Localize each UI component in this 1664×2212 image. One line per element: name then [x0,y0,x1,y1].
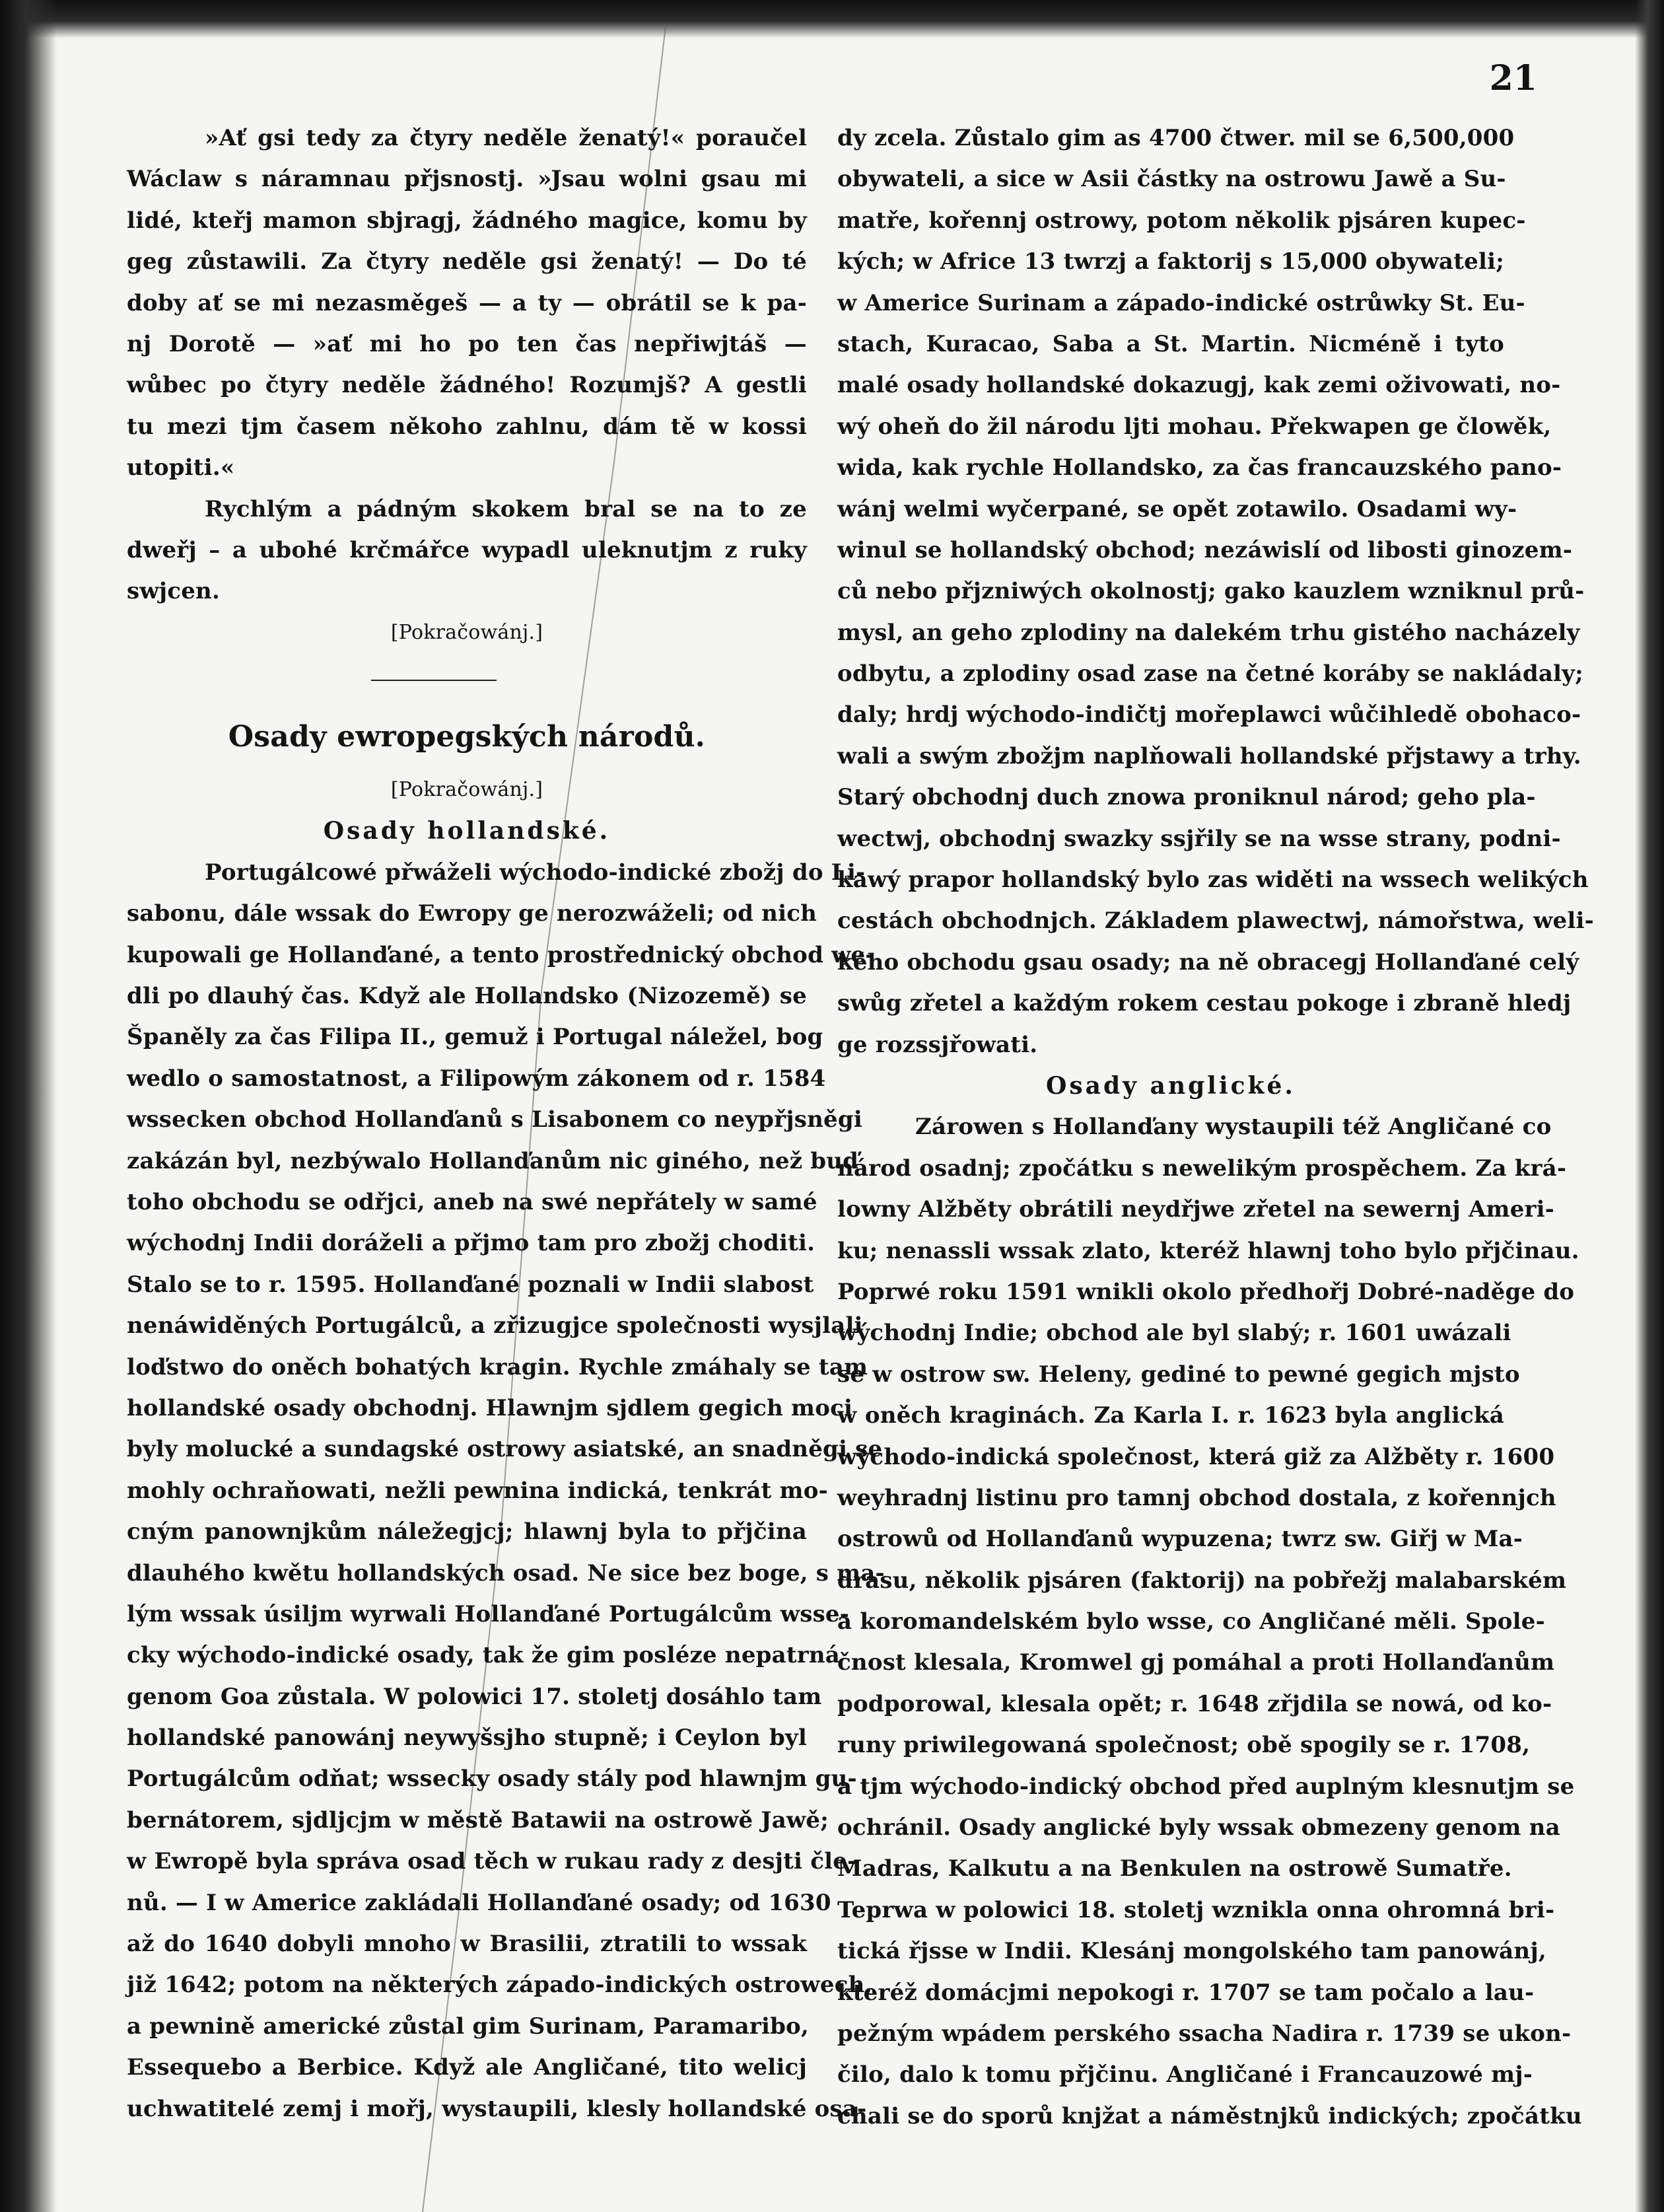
text-line: dlauhého kwětu hollandských osad. Ne sice bez boge, s ma- [127,1559,885,1587]
text-line: wůbec po čtyry neděle žádného! Rozumjš? A gestli [127,372,807,399]
text-line: Teprwa w polowici 18. stoletj wznikla onna ohromná bri- [837,1896,1555,1923]
text-line: toho obchodu se odřjci, aneb na swé nepřátely w samé [127,1188,817,1215]
text-line: čilo, dalo k tomu přjčinu. Angličané i Francauzowé mj- [837,2061,1533,2088]
text-line: wýchodnj Indii doráželi a přjmo tam pro zbožj choditi. [127,1230,815,1257]
text-line: Stalo se to r. 1595. Hollanďané poznali w Indii slabost [127,1271,814,1298]
text-line: mohly ochraňowati, nežli pewnina indická, tenkrát mo- [127,1477,828,1504]
text-line: hollandské panowánj neywyšsjho stupně; i Ceylon byl [127,1725,807,1752]
section-divider-rule [127,653,807,705]
text-line: stach, Kuracao, Saba a St. Martin. Nicméně i tyto [837,330,1504,357]
text-line: až do 1640 dobyli mnoho w Brasilii, ztratili to wssak [127,1931,807,1958]
left-text-column [127,118,885,2129]
text-line: a tjm wýchodo-indický obchod před auplným klesnutjm se [837,1773,1575,1800]
text-line: byly molucké a sundagské ostrowy asiatské, an snadněgi se [127,1436,883,1463]
text-line: ochránil. Osady anglické byly wssak obmezeny genom na [837,1814,1560,1841]
text-line: pežným wpádem perského ssacha Nadira r. 1739 se ukon- [837,2020,1572,2047]
text-line: w Americe Surinam a západo-indické ostrůwky St. Eu- [837,289,1525,316]
text-line: Wáclaw s náramnau přjsnostj. »Jsau wolni gsau mi [127,166,807,193]
text-line: wý oheň do žil národu ljti mohau. Překwapen ge člowěk, [837,413,1552,440]
text-line: drasu, několik pjsáren (faktorij) na pobřežj malabarském [837,1567,1567,1594]
text-line: wýchodo-indická společnost, která giž za Alžběty r. 1600 [837,1443,1555,1470]
text-line: kteréž domácjmi nepokogi r. 1707 se tam počalo a lau- [837,1979,1535,2006]
text-line: cky wýchodo-indické osady, tak že gim posléze nepatrná [127,1642,841,1669]
text-line: mysl, an geho zplodiny na dalekém trhu gistého nacházely [837,619,1580,646]
text-line: čnost klesala, Kromwel gj pomáhal a proti Hollanďanům [837,1649,1555,1676]
text-line: Zárowen s Hollanďany wystaupili též Angličané co [915,1114,1552,1141]
text-line: Portugálcowé přwáželi wýchodo-indické zbožj do Li- [205,859,866,886]
text-line: se w ostrow sw. Heleny, gediné to pewné gegich mjsto [837,1361,1520,1388]
text-line: malé osady hollandské dokazugj, kak zemi oživowati, no- [837,372,1561,399]
continuation-note: [Pokračowánj.] [390,620,543,644]
text-line: dy zcela. Zůstalo gim as 4700 čtwer. mil se 6,500,000 [837,125,1515,151]
text-line: kých; w Africe 13 twrzj a faktorij s 15,000 obywateli; [837,248,1504,275]
text-line: cným panownjkům náležegjcj; hlawnj byla to přjčina [127,1518,807,1546]
text-line: wali a swým zbožjm naplňowali hollandské přjstawy a trhy. [837,742,1581,769]
text-line: kawý prapor hollandský bylo zas widěti na wssech welikých [837,867,1589,894]
text-line: obywateli, a sice w Asii částky na ostrowu Jawě a Su- [837,166,1506,193]
page-number: 21 [1489,58,1537,98]
text-line: wectwj, obchodnj swazky ssjřily se na wsse strany, podni- [837,825,1561,852]
continuation-note: [Pokračowánj.] [390,778,543,802]
text-line: doby ať se mi nezasměgeš — a ty — obrátil se k pa- [127,289,807,316]
text-line: nenáwiděných Portugálců, a zřizugjce společnosti wysjlali [127,1312,863,1339]
text-line: již 1642; potom na některých západo-indických ostrowech, [127,1972,873,1999]
text-line: tu mezi tjm časem někoho zahlnu, dám tě w kossi [127,413,807,440]
text-line: uchwatitelé zemj i mořj, wystaupili, klesly hollandské osa- [127,2095,867,2122]
text-line: dweřj – a ubohé krčmářce wypadl uleknutjm z ruky [127,536,807,563]
text-line: »Ať gsi tedy za čtyry neděle ženatý!« poraučel [205,125,807,151]
article-heading: Osady ewropegských národů. [228,720,706,754]
text-line: dli po dlauhý čas. Když ale Hollandsko (Nizozemě) se [127,983,807,1010]
text-line: lowny Alžběty obrátili neydřjwe zřetel na sewernj Ameri- [837,1196,1555,1223]
text-line: genom Goa zůstala. W polowici 17. stoletj dosáhlo tam [127,1683,822,1710]
text-line: lým wssak úsiljm wyrwali Hollanďané Portugálcům wsse- [127,1600,850,1627]
text-line: tická řjsse w Indii. Klesánj mongolského tam panowánj, [837,1938,1546,1965]
text-line: weyhradnj listinu pro tamnj obchod dostala, z kořennjch [837,1484,1556,1511]
text-line: utopiti.« [127,454,235,482]
text-line: winul se hollandský obchod; nezáwislí od libosti ginozem- [837,536,1573,563]
text-line: w Ewropě byla správa osad těch w rukau rady z desjti čle- [127,1848,857,1875]
text-line: chali se do sporů knjžat a náměstnjků indických; zpočátku [837,2102,1582,2129]
text-line: ostrowů od Hollanďanů wypuzena; twrz sw. Giřj w Ma- [837,1526,1523,1553]
section-subheading: Osady anglické. [1046,1071,1296,1100]
text-line: a koromandelském bylo wsse, co Angličané měli. Spole- [837,1608,1545,1635]
text-line: sabonu, dále wssak do Ewropy ge nerozwáželi; od nich [127,900,817,927]
text-line: ců nebo přjzniwých okolnostj; gako kauzlem wzniknul prů- [837,578,1585,605]
text-line: matře, kořennj ostrowy, potom několik pjsáren kupec- [837,207,1526,234]
text-line: a pewnině americké zůstal gim Surinam, Paramaribo, [127,2013,809,2040]
text-line: lidé, kteřj mamon sbjragj, žádného magice, komu by [127,207,807,234]
text-line: Španěly za čas Filipa II., gemuž i Portugal náležel, bog [127,1024,823,1051]
text-line: loďstwo do oněch bohatých kragin. Rychle zmáhaly se tam [127,1353,868,1380]
text-line: kupowali ge Hollanďané, a tento prostřednický obchod we- [127,941,875,968]
text-line: nj Dorotě — »ať mi ho po ten čas nepřiwjtáš — [127,330,807,357]
text-line: Essequebo a Berbice. Když ale Angličané, tito welicj [127,2054,807,2081]
text-line: geg zůstawili. Za čtyry neděle gsi ženatý! — Do té [127,248,807,275]
right-text-column [837,118,1594,2137]
text-line: zakázán byl, nezbýwalo Hollanďanům nic giného, než buď [127,1147,859,1174]
text-line: kého obchodu gsau osady; na ně obracegj Hollanďané celý [837,948,1579,976]
text-line: hollandské osady obchodnj. Hlawnjm sjdlem gegich moci [127,1394,853,1421]
text-line: ge rozssjřowati. [837,1031,1038,1058]
text-line: cestách obchodnjch. Základem plawectwj, námořstwa, weli- [837,908,1594,935]
text-line: Poprwé roku 1591 wnikli okolo předhořj Dobré-naděge do [837,1278,1575,1305]
text-line: wssecken obchod Hollanďanů s Lisabonem co neypřjsněgi [127,1106,862,1133]
section-subheading: Osady hollandské. [323,817,611,845]
text-line: wedlo o samostatnost, a Filipowým zákonem od r. 1584 [127,1065,826,1092]
text-line: Madras, Kalkutu a na Benkulen na ostrowě Sumatře. [837,1855,1512,1882]
text-line: daly; hrdj wýchodo-indičtj mořeplawci wůčihledě obohaco- [837,701,1581,729]
text-line: wida, kak rychle Hollandsko, za čas francauzského pano- [837,454,1562,482]
text-line: ku; nenassli wssak zlato, kteréž hlawnj toho bylo přjčinau. [837,1237,1579,1264]
text-line: odbytu, a zplodiny osad zase na četné koráby se nakládaly; [837,660,1583,688]
text-line: swjcen. [127,578,221,605]
text-line: wýchodnj Indie; obchod ale byl slabý; r. 1601 uwázali [837,1320,1511,1347]
text-line: swůg zřetel a každým rokem cestau pokoge i zbraně hledj [837,990,1572,1017]
text-line: runy priwilegowaná společnost; obě spogily se r. 1708, [837,1732,1531,1759]
text-line: Rychlým a pádným skokem bral se na to ze [205,495,807,522]
text-line: nů. — I w Americe zakládali Hollanďané osady; od 1630 [127,1889,831,1916]
text-line: w oněch kraginách. Za Karla I. r. 1623 byla anglická [837,1402,1504,1429]
text-line: podporowal, klesala opět; r. 1648 zřjdila se nowá, od ko- [837,1690,1552,1717]
text-line: národ osadnj; zpočátku s newelikým prospěchem. Za krá- [837,1155,1567,1182]
text-line: Portugálcům odňat; wssecky osady stály pod hlawnjm gu- [127,1766,857,1793]
text-line: bernátorem, sjdljcjm w městě Batawii na ostrowě Jawě; [127,1806,829,1834]
text-line: Starý obchodnj duch znowa proniknul národ; geho pla- [837,784,1536,811]
text-line: wánj welmi wyčerpané, se opět zotawilo. Osadami wy- [837,495,1517,522]
